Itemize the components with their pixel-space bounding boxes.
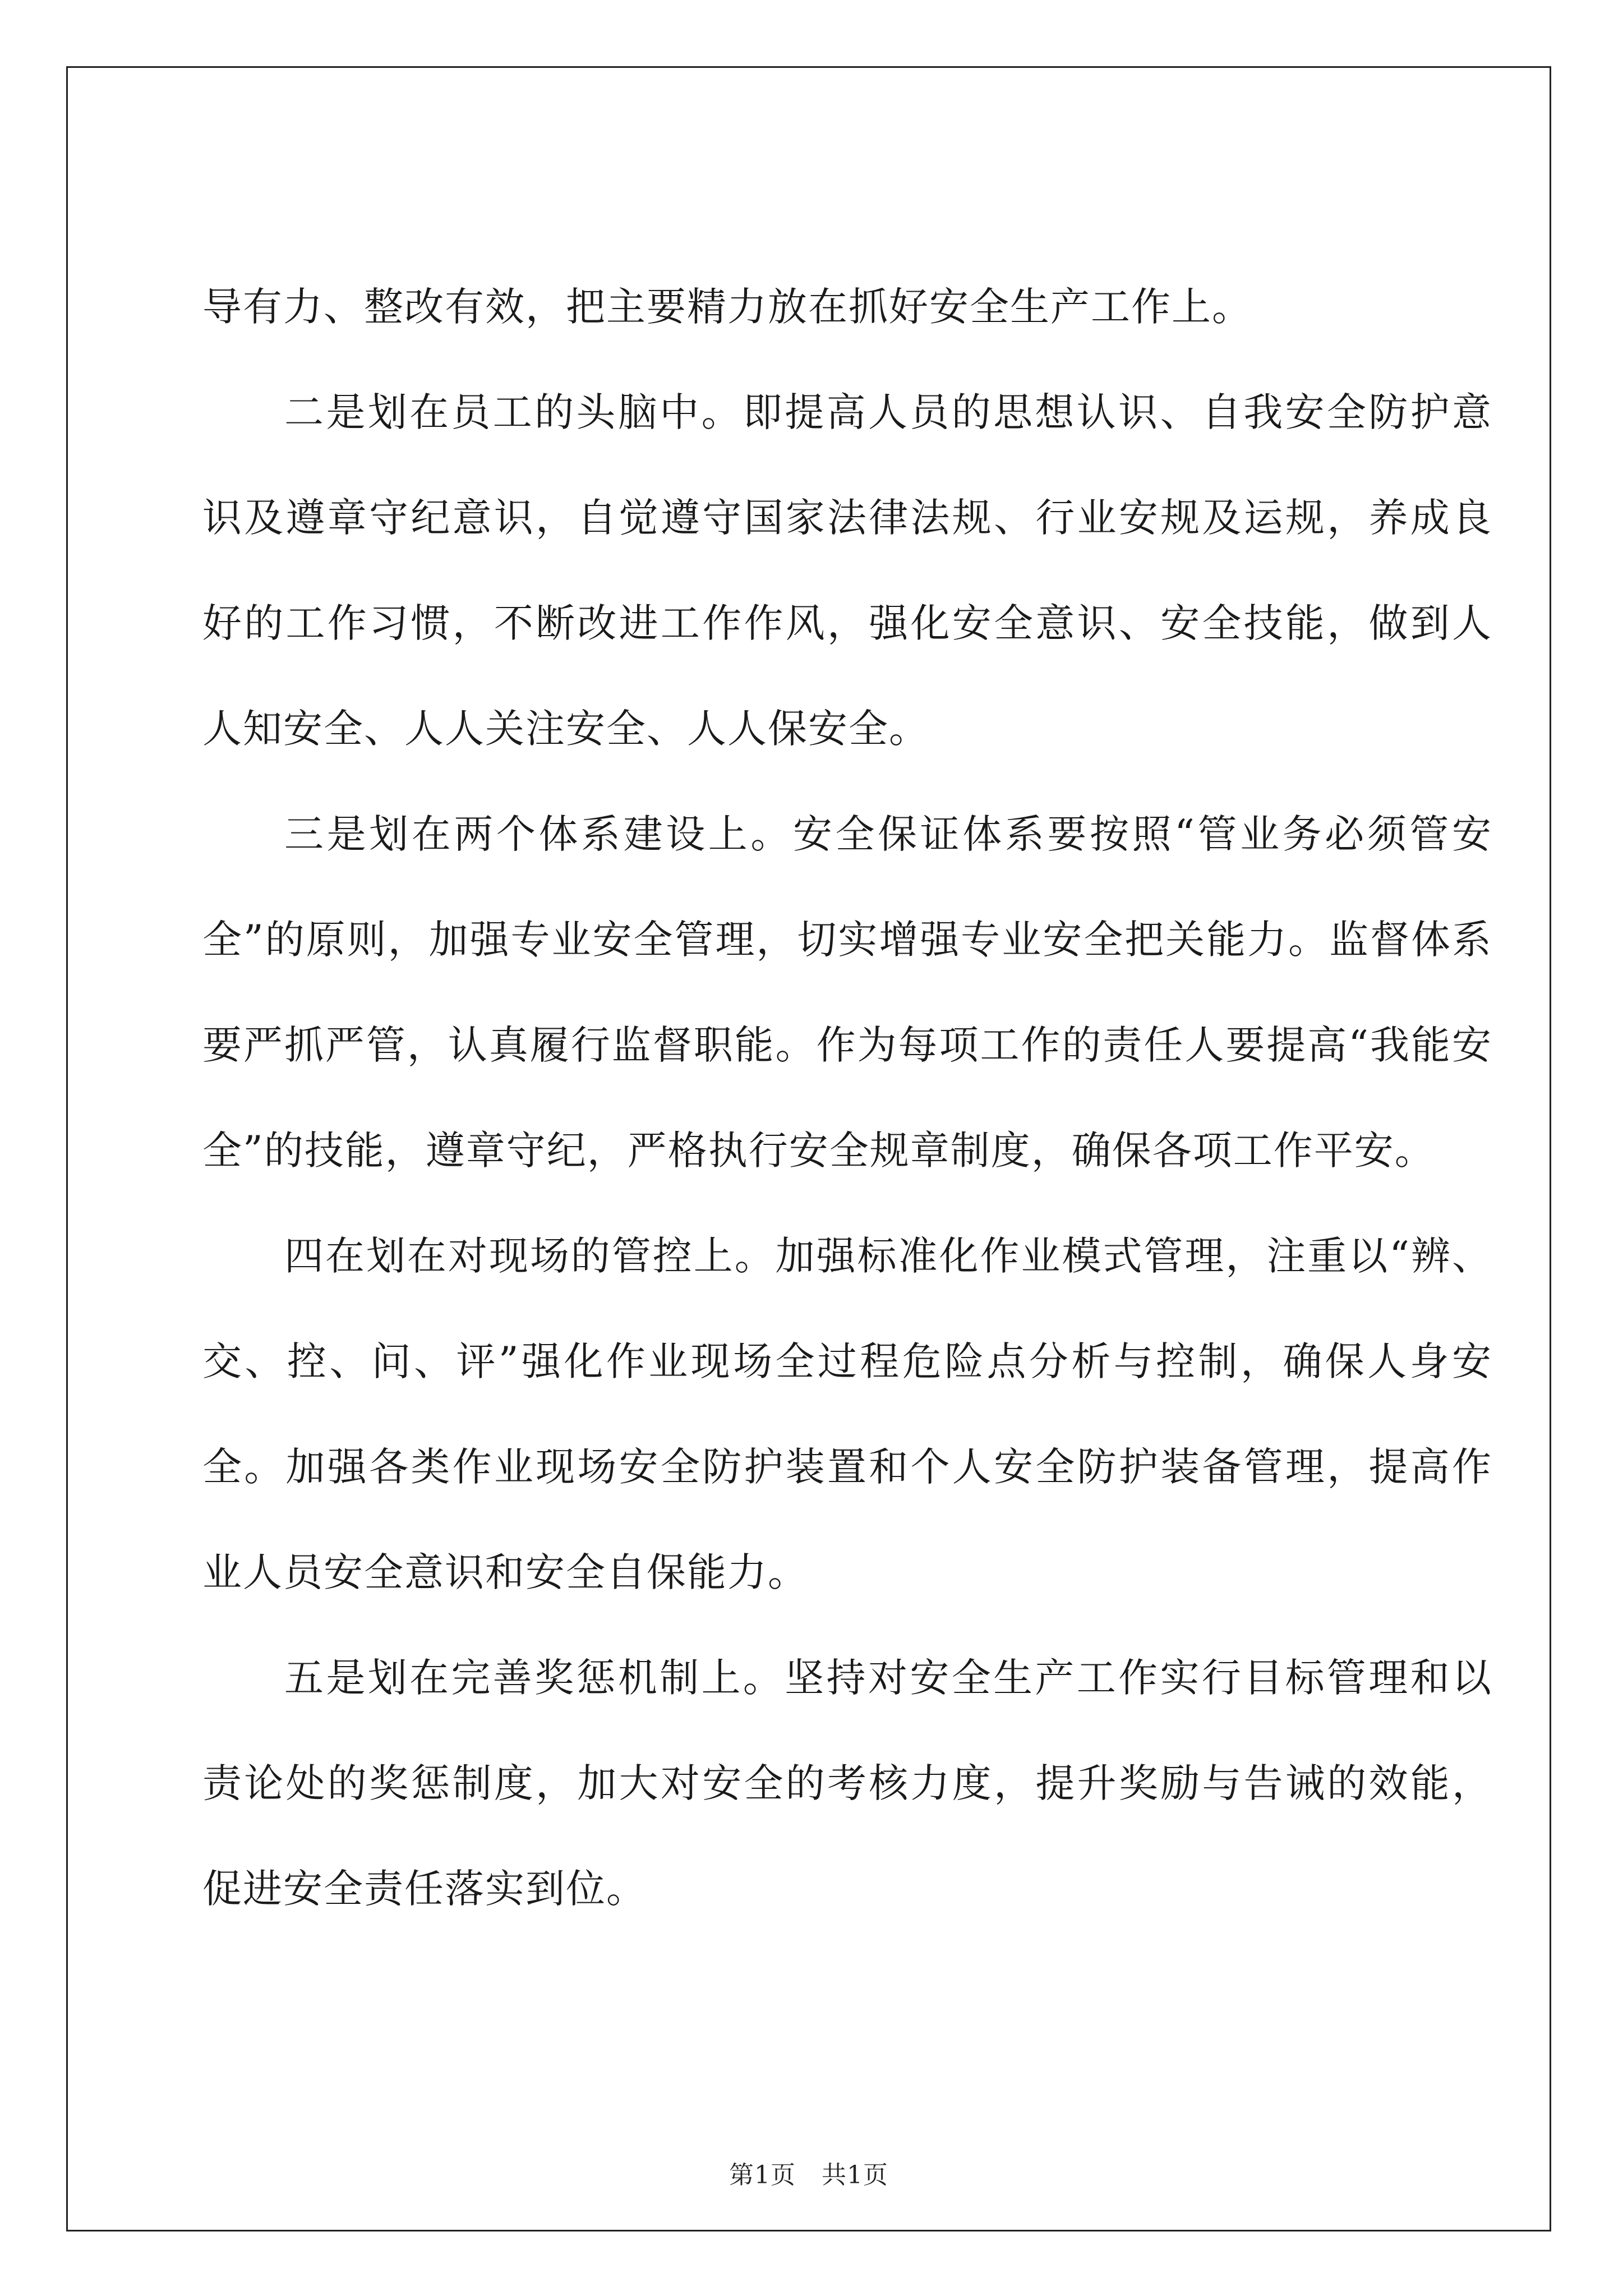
page-footer [68,2155,1550,2191]
document-body [202,254,1492,1941]
paragraph-5: 五是划在完善奖惩机制上。坚持对安全生产工作实行目标管理和以责论处的奖惩制度，加大对安全的考核力度，提升奖励与告诫的效能，促进安全责任落实到位。 [202,1655,1492,1912]
document-page [66,66,1551,2231]
paragraph-1: 导有力、整改有效，把主要精力放在抓好安全生产工作上。 [202,284,1252,330]
paragraph-4: 四在划在对现场的管控上。加强标准化作业模式管理，注重以“辨、交、控、问、评”强化作业现场全过程危险点分析与控制，确保人身安全。加强各类作业现场安全防护装置和个人安全防护装备管理，提高作业人员安全意识和安全自保能力。 [202,1233,1492,1595]
paragraph-2: 二是划在员工的头脑中。即提高人员的思想认识、自我安全防护意识及遵章守纪意识，自觉遵守国家法律法规、行业安规及运规，养成良好的工作习惯，不断改进工作作风，强化安全意识、安全技能，做到人人知安全、人人关注安全、人人保安全。 [202,389,1492,752]
page-number-current: 第1页 [729,2161,796,2189]
page-number-total: 共1页 [822,2161,888,2189]
paragraph-3: 三是划在两个体系建设上。安全保证体系要按照“管业务必须管安全”的原则，加强专业安全管理，切实增强专业安全把关能力。监督体系要严抓严管，认真履行监督职能。作为每项工作的责任人要提高“我能安全”的技能，遵章守纪，严格执行安全规章制度，确保各项工作平安。 [202,811,1492,1174]
